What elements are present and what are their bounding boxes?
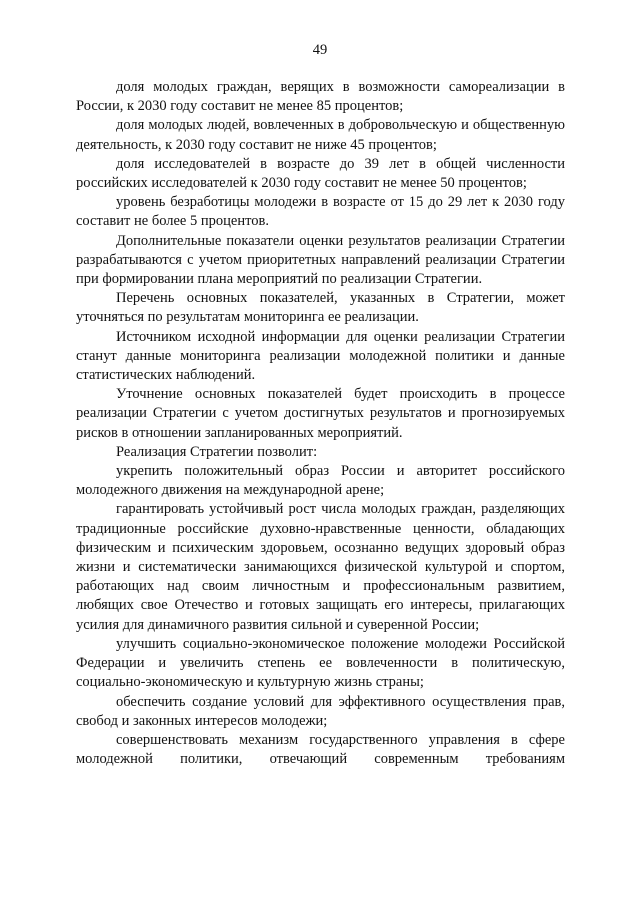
paragraph: доля молодых людей, вовлеченных в добровольческую и общественную деятельность, к 2030 году составит не ниже 45 процентов; [76,117,565,153]
page-number: 49 [312,42,328,58]
paragraph: Реализация Стратегии позволит: [116,443,318,460]
paragraph: уровень безработицы молодежи в возрасте от 15 до 29 лет к 2030 году составит не более 5 процентов. [76,194,565,230]
paragraph: совершенствовать механизм государственного управления в сфере молодежной политики, отвечающий современным требованиям [76,731,565,768]
document-body [76,78,565,769]
paragraph: Уточнение основных показателей будет происходить в процессе реализации Стратегии с учетом достигнутых результатов и прогнозируемых рисков в отношении запланированных мероприятий. [76,386,565,441]
paragraph: гарантировать устойчивый рост числа молодых граждан, разделяющих традиционные российские духовно-нравственные ценности, обладающих физическим и психическим здоровьем, осознанно ведущих здоровый образ жизни и систематически занимающихся физической культурой и спортом, работающих над своим личностным и профессиональным развитием, любящих свое Отечество и готовых защищать его интересы, прилагающих усилия для динамичного развития сильной и суверенной России; [76,501,565,633]
paragraph: обеспечить создание условий для эффективного осуществления прав, свобод и законных интересов молодежи; [76,693,565,729]
paragraph: Дополнительные показатели оценки результатов реализации Стратегии разрабатываются с учетом приоритетных направлений реализации Стратегии при формировании плана мероприятий по реализации Стратегии. [76,232,565,288]
paragraph: Источником исходной информации для оценки реализации Стратегии станут данные мониторинга реализации молодежной политики и данные статистических наблюдений. [76,328,565,384]
paragraph: доля исследователей в возрасте до 39 лет в общей численности российских исследователей к 2030 году составит не менее 50 процентов; [76,155,565,192]
paragraph: Перечень основных показателей, указанных в Стратегии, может уточняться по результатам мониторинга ее реализации. [76,290,565,326]
paragraph: улучшить социально-экономическое положение молодежи Российской Федерации и увеличить степень ее вовлеченности в политическую, социально-экономическую и культурную жизнь страны; [76,635,565,691]
paragraph: доля молодых граждан, верящих в возможности самореализации в России, к 2030 году составит не менее 85 процентов; [76,79,565,115]
paragraph: укрепить положительный образ России и авторитет российского молодежного движения на международной арене; [76,463,565,499]
